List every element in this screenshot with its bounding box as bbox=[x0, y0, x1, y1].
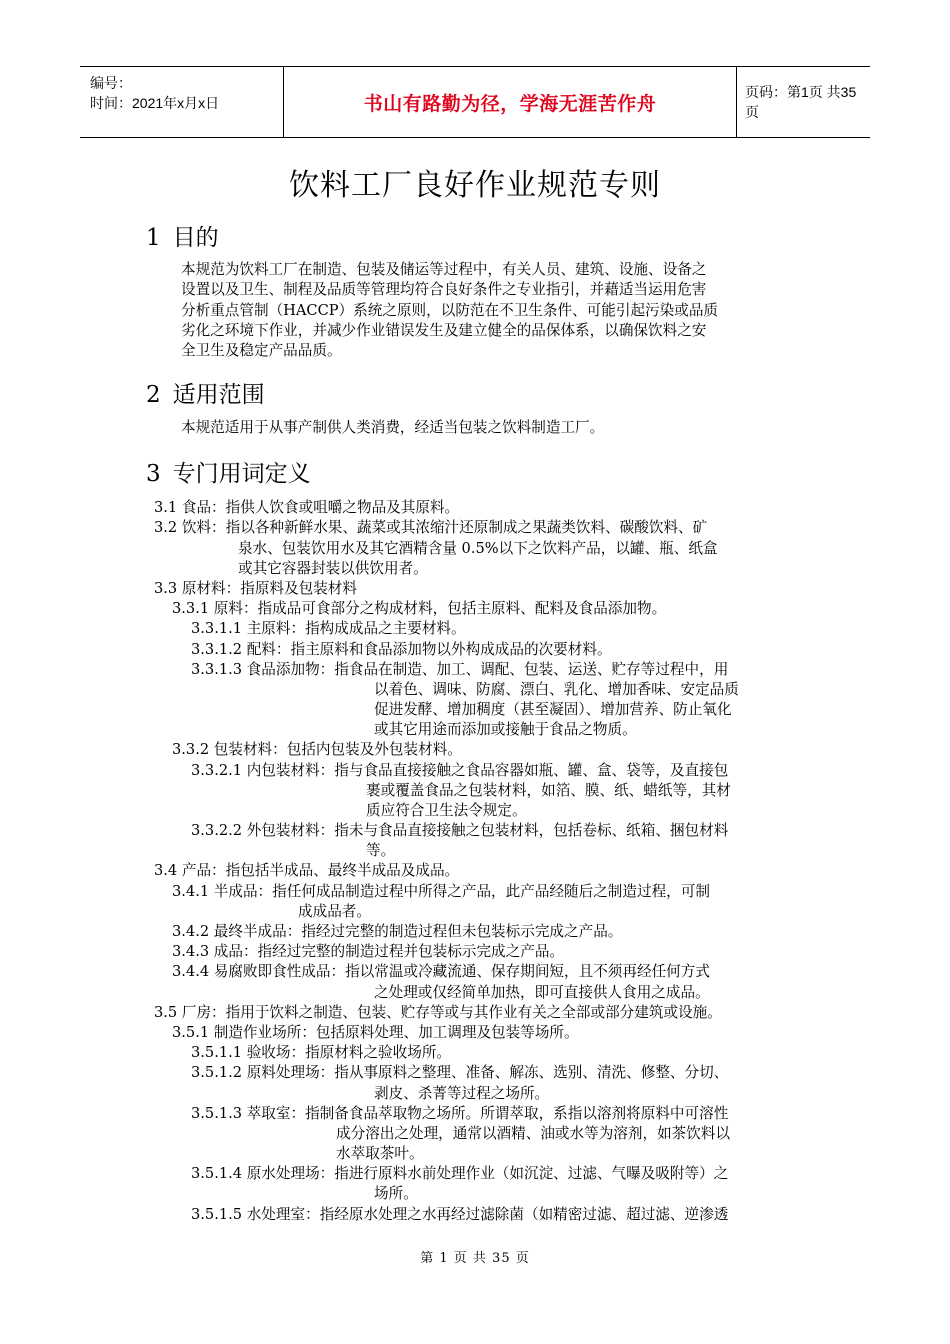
section-heading-definitions bbox=[146, 455, 311, 488]
definition-line: 3.4.3 成品：指经过完整的制造过程并包装标示完成之产品。 bbox=[172, 943, 565, 960]
definition-line: 3.3 原材料：指原料及包装材料 bbox=[154, 580, 357, 597]
definition-line: 3.3.1.2 配料：指主原料和食品添加物以外构成成品的次要材料。 bbox=[191, 641, 612, 658]
definition-line: 3.3.1.3 食品添加物：指食品在制造、加工、调配、包装、运送、贮存等过程中，用 bbox=[191, 661, 729, 678]
definition-line: 3.5.1.3 萃取室：指制备食品萃取物之场所。所谓萃取，系指以溶剂将原料中可溶性 bbox=[191, 1105, 729, 1122]
definition-line: 裹或覆盖食品之包装材料，如箔、膜、纸、蜡纸等，其材 bbox=[366, 782, 731, 799]
definition-line: 3.3.2.1 内包装材料：指与食品直接接触之食品容器如瓶、罐、盒、袋等，及直接包 bbox=[191, 762, 729, 779]
definition-line: 等。 bbox=[366, 842, 396, 859]
definition-line: 3.3.2.2 外包装材料：指未与食品直接接触之包装材料，包括卷标、纸箱、捆包材料 bbox=[191, 822, 729, 839]
definition-line: 3.3.1.1 主原料：指构成成品之主要材料。 bbox=[191, 620, 466, 637]
purpose-paragraph bbox=[181, 260, 718, 361]
paragraph-line: 全卫生及稳定产品品质。 bbox=[181, 342, 342, 360]
section-number: 3 bbox=[146, 461, 161, 487]
definition-line: 3.5.1.1 验收场：指原材料之验收场所。 bbox=[191, 1044, 452, 1061]
definition-line: 成分溶出之处理，通常以酒精、油或水等为溶剂，如茶饮料以 bbox=[336, 1125, 731, 1142]
paragraph-line: 分析重点管制（HACCP）系统之原则，以防范在不卫生条件、可能引起污染或品质 bbox=[181, 301, 719, 319]
definition-line: 3.5.1.5 水处理室：指经原水处理之水再经过滤除菌（如精密过滤、超过滤、逆渗透 bbox=[191, 1206, 729, 1223]
scope-paragraph: 本规范适用于从事产制供人类消费，经适当包装之饮料制造工厂。 bbox=[181, 419, 605, 436]
document-number-label: 编号： bbox=[90, 75, 132, 91]
definition-line: 或其它用途而添加或接触于食品之物质。 bbox=[374, 721, 637, 738]
document-time-label: 时间：2021年x月x日 bbox=[90, 95, 220, 111]
definition-line: 3.5.1 制造作业场所：包括原料处理、加工调理及包装等场所。 bbox=[172, 1024, 579, 1041]
section-heading-purpose bbox=[146, 219, 219, 252]
section-heading-scope bbox=[146, 376, 265, 409]
definition-line: 3.3.1 原料：指成品可食部分之构成材料，包括主原料、配料及食品添加物。 bbox=[172, 600, 667, 617]
definition-line: 泉水、包装饮用水及其它酒精含量 0.5%以下之饮料产品，以罐、瓶、纸盒 bbox=[238, 540, 718, 557]
header-meta-cell bbox=[80, 67, 284, 137]
definition-line: 3.5.1.2 原料处理场：指从事原料之整理、准备、解冻、选别、清洗、修整、分切、 bbox=[191, 1064, 729, 1081]
definition-line: 成成品者。 bbox=[298, 903, 371, 920]
definition-line: 3.4.2 最终半成品：指经过完整的制造过程但未包装标示完成之产品。 bbox=[172, 923, 623, 940]
definition-line: 场所。 bbox=[374, 1185, 418, 1202]
paragraph-line: 设置以及卫生、制程及品质等管理均符合良好条件之专业指引，并藉适当运用危害 bbox=[181, 281, 707, 299]
section-title: 适用范围 bbox=[172, 382, 265, 408]
section-number: 2 bbox=[146, 382, 161, 408]
definition-line: 促进发酵、增加稠度（甚至凝固）、增加营养、防止氧化 bbox=[374, 701, 732, 718]
header-motto: 书山有路勤为径，学海无涯苦作舟 bbox=[284, 67, 737, 137]
definition-line: 剥皮、杀菁等过程之场所。 bbox=[374, 1085, 550, 1102]
definition-line: 3.4.4 易腐败即食性成品：指以常温或冷藏流通、保存期间短，且不须再经任何方式 bbox=[172, 963, 710, 980]
header-page-info: 页码：第1页 共35页 bbox=[745, 84, 857, 120]
section-title: 专门用词定义 bbox=[172, 461, 311, 487]
definition-line: 3.2 饮料：指以各种新鲜水果、蔬菜或其浓缩汁还原制成之果蔬类饮料、碳酸饮料、矿 bbox=[154, 519, 708, 536]
document-title: 饮料工厂良好作业规范专则 bbox=[289, 168, 661, 203]
paragraph-line: 劣化之环境下作业，并减少作业错误发生及建立健全的品保体系，以确保饮料之安 bbox=[181, 321, 707, 339]
page-header bbox=[80, 66, 870, 138]
definition-line: 质应符合卫生法令规定。 bbox=[366, 802, 527, 819]
definition-line: 3.4 产品：指包括半成品、最终半成品及成品。 bbox=[154, 862, 460, 879]
definition-line: 之处理或仅经简单加热，即可直接供人食用之成品。 bbox=[374, 984, 710, 1001]
definition-line: 或其它容器封装以供饮用者。 bbox=[238, 560, 428, 577]
definition-line: 以着色、调味、防腐、漂白、乳化、增加香味、安定品质 bbox=[374, 681, 739, 698]
paragraph-line: 本规范为饮料工厂在制造、包装及储运等过程中，有关人员、建筑、设施、设备之 bbox=[181, 261, 707, 278]
definition-line: 3.4.1 半成品：指任何成品制造过程中所得之产品，此产品经随后之制造过程，可制 bbox=[172, 883, 710, 900]
definition-line: 3.5 厂房：指用于饮料之制造、包装、贮存等或与其作业有关之全部或部分建筑或设施。 bbox=[154, 1004, 722, 1021]
definition-line: 3.5.1.4 原水处理场：指进行原料水前处理作业（如沉淀、过滤、气曝及吸附等）之 bbox=[191, 1165, 729, 1182]
definition-line: 3.3.2 包装材料：包括内包装及外包装材料。 bbox=[172, 741, 462, 758]
definition-line: 3.1 食品：指供人饮食或咀嚼之物品及其原料。 bbox=[154, 499, 460, 516]
section-number: 1 bbox=[146, 225, 161, 251]
definition-line: 水萃取茶叶。 bbox=[336, 1145, 424, 1162]
section-title: 目的 bbox=[172, 225, 219, 251]
page-footer: 第 1 页 共 35 页 bbox=[420, 1251, 530, 1266]
